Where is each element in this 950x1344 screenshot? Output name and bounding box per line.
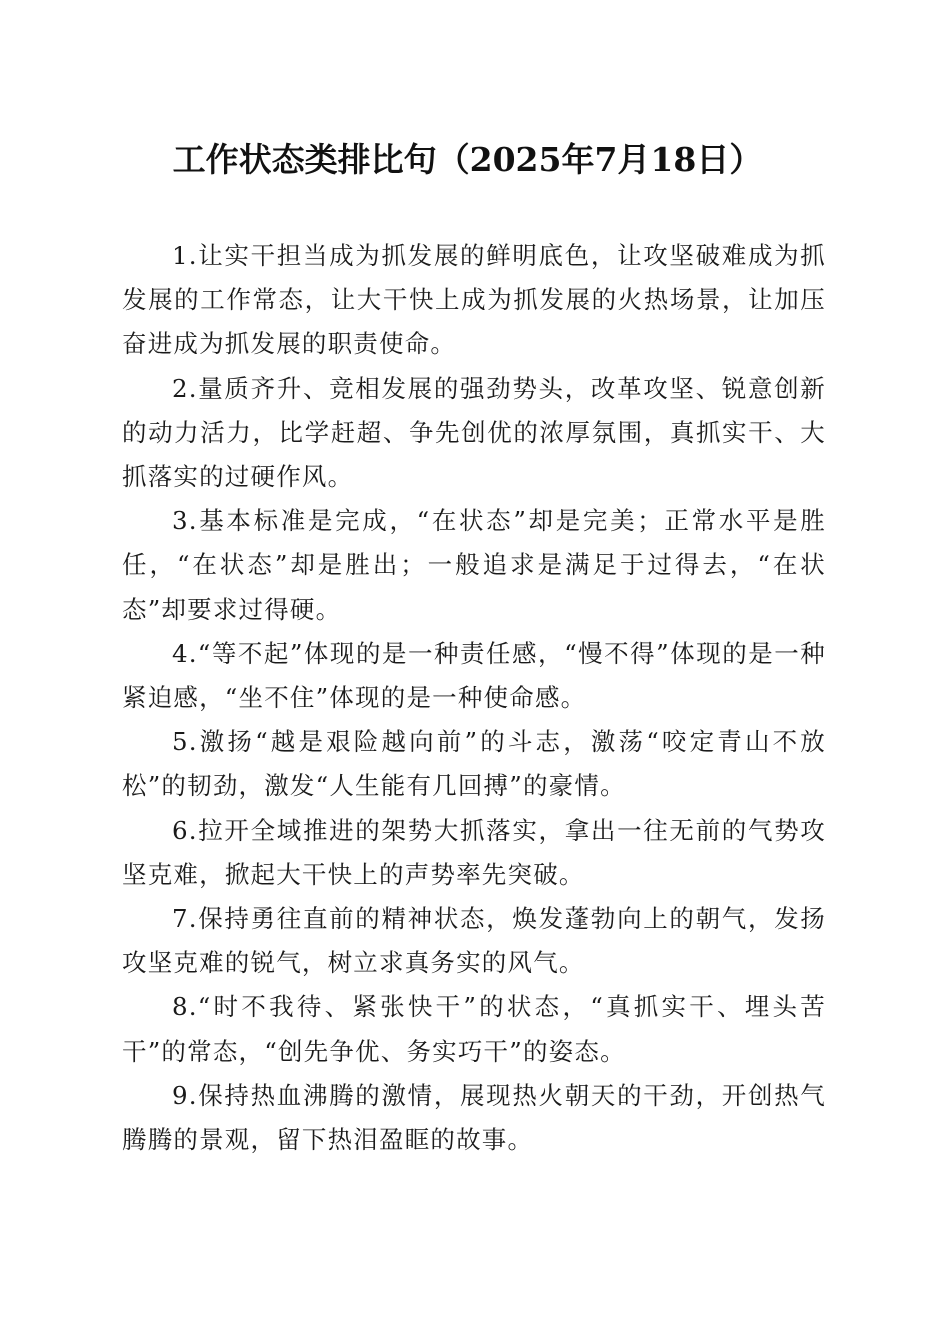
paragraph-2: 2.量质齐升、竞相发展的强劲势头，改革攻坚、锐意创新的动力活力，比学赶超、争先创优的浓厚氛围，真抓实干、大抓落实的过硬作风。 bbox=[122, 373, 826, 492]
paragraph-5: 5.激扬“越是艰险越向前”的斗志，激荡“咬定青山不放松”的韧劲，激发“人生能有几回搏”的豪情。 bbox=[122, 727, 826, 801]
paragraph-7: 7.保持勇往直前的精神状态，焕发蓬勃向上的朝气，发扬攻坚克难的锐气，树立求真务实的风气。 bbox=[122, 904, 826, 978]
paragraph-6: 6.拉开全域推进的架势大抓落实，拿出一往无前的气势攻坚克难，掀起大干快上的声势率先突破。 bbox=[122, 815, 826, 889]
paragraph-8: 8.“时不我待、紧张快干”的状态，“真抓实干、埋头苦干”的常态，“创先争优、务实巧干”的姿态。 bbox=[122, 992, 826, 1066]
paragraph-9: 9.保持热血沸腾的激情，展现热火朝天的干劲，开创热气腾腾的景观，留下热泪盈眶的故事。 bbox=[122, 1080, 826, 1155]
paragraph-1: 1.让实干担当成为抓发展的鲜明底色，让攻坚破难成为抓发展的工作常态，让大干快上成为抓发展的火热场景，让加压奋进成为抓发展的职责使命。 bbox=[122, 241, 826, 359]
document-title: 工作状态类排比句（2025年7月18日） bbox=[172, 140, 763, 179]
paragraph-4: 4.“等不起”体现的是一种责任感，“慢不得”体现的是一种紧迫感，“坐不住”体现的是一种使命感。 bbox=[122, 638, 826, 713]
document-body bbox=[122, 234, 826, 1162]
paragraph-3: 3.基本标准是完成，“在状态”却是完美；正常水平是胜任，“在状态”却是胜出；一般追求是满足于过得去，“在状态”却要求过得硬。 bbox=[122, 506, 826, 624]
